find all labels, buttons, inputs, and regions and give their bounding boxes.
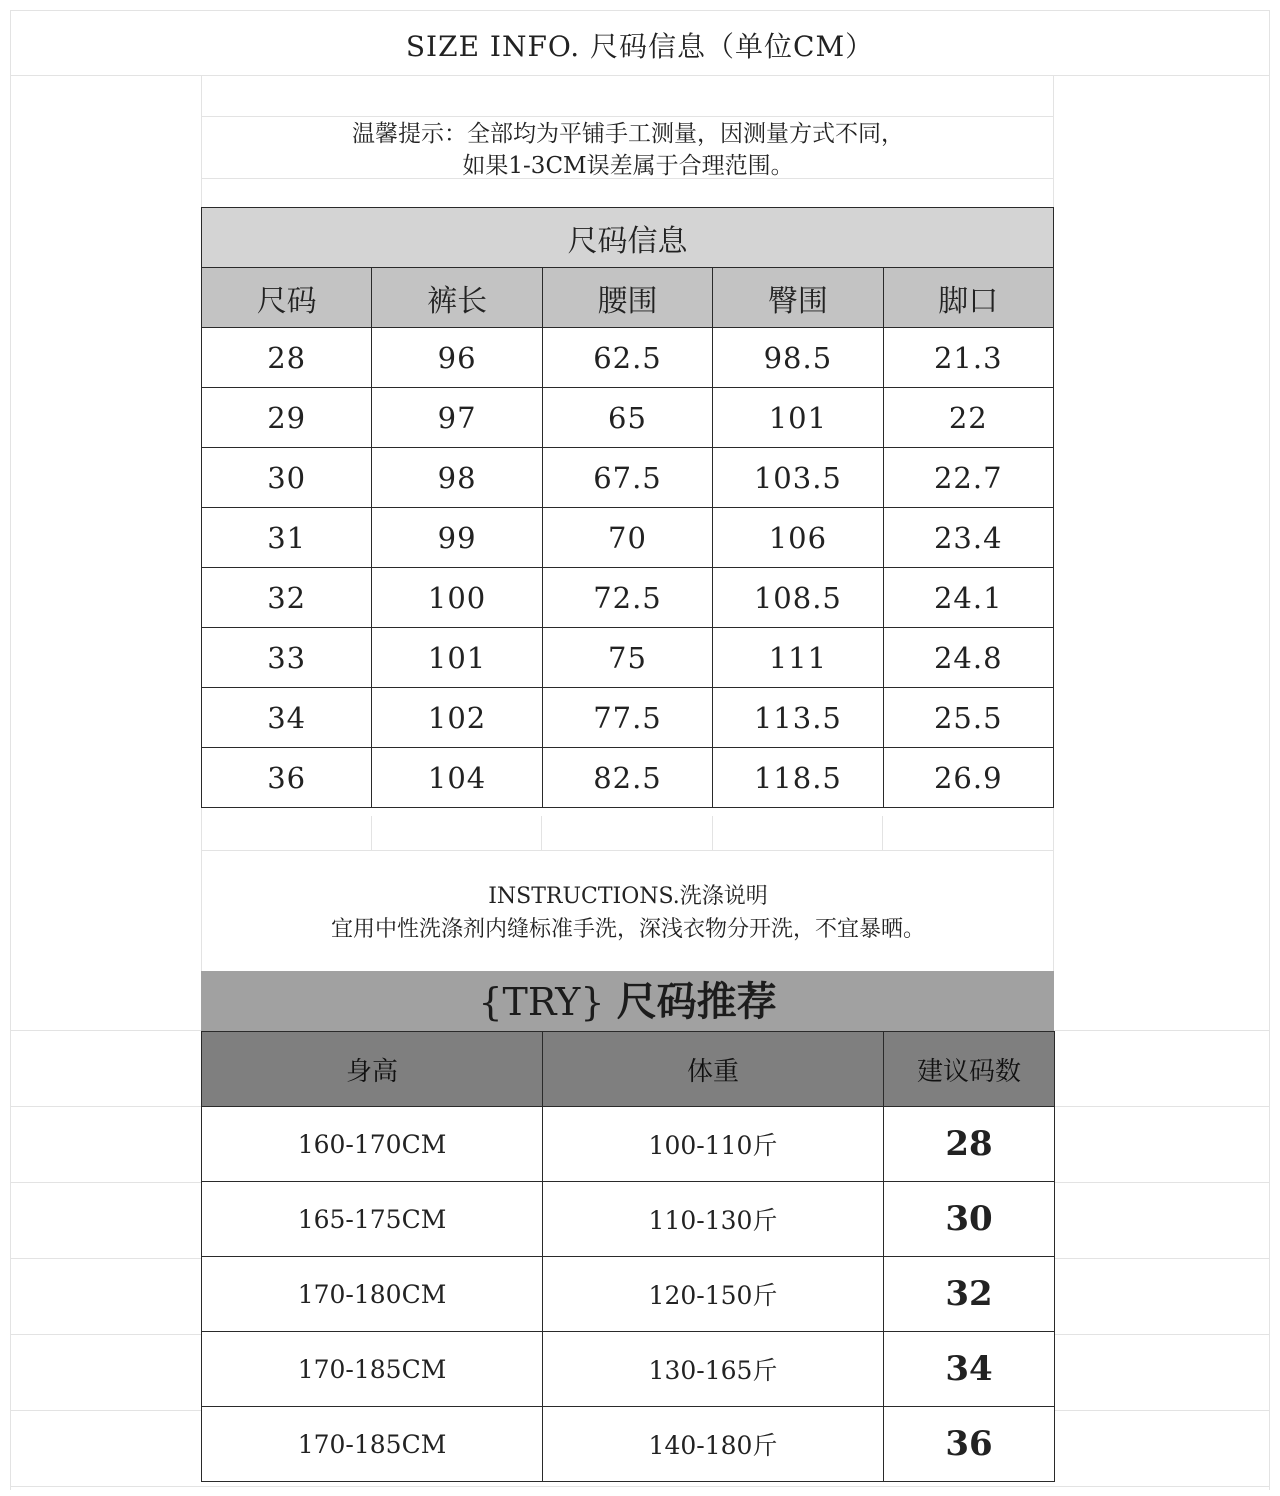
grid-line [10, 1486, 1270, 1487]
page-title: SIZE INFO. 尺码信息（单位CM） [405, 30, 875, 63]
grid-line [882, 816, 883, 850]
table-row [202, 448, 1054, 508]
table-cell: 97 [372, 388, 542, 448]
table-cell: 170-185CM [202, 1407, 543, 1482]
table-cell: 108.5 [713, 568, 883, 628]
suggested-size-cell: 34 [884, 1332, 1055, 1407]
table-cell: 100-110斤 [543, 1107, 884, 1182]
banner-title: 尺码推荐 [616, 978, 777, 1025]
size-recommend-table [201, 1031, 1055, 1482]
table-cell: 33 [202, 628, 372, 688]
banner-prefix: {TRY} [478, 980, 605, 1024]
table-cell: 65 [542, 388, 712, 448]
table-cell: 24.1 [883, 568, 1053, 628]
grid-line [201, 116, 1053, 117]
table-cell: 77.5 [542, 688, 712, 748]
table-cell: 62.5 [542, 328, 712, 388]
instructions-text: 宜用中性洗涤剂内缝标准手洗，深浅衣物分开洗，不宜暴晒。 [330, 917, 925, 942]
table-cell: 102 [372, 688, 542, 748]
table-cell: 25.5 [883, 688, 1053, 748]
header-size: 尺码 [202, 268, 372, 328]
table-cell: 21.3 [883, 328, 1053, 388]
table-cell: 140-180斤 [543, 1407, 884, 1482]
table-row [202, 508, 1054, 568]
size-table-caption: 尺码信息 [202, 208, 1054, 268]
grid-line [712, 816, 713, 850]
table-cell: 113.5 [713, 688, 883, 748]
table-cell: 34 [202, 688, 372, 748]
header-height: 身高 [202, 1032, 543, 1107]
table-cell: 30 [202, 448, 372, 508]
table-row [202, 328, 1054, 388]
size-recommend-banner [201, 971, 1054, 1031]
table-cell: 99 [372, 508, 542, 568]
table-cell: 67.5 [542, 448, 712, 508]
suggested-size-cell: 36 [884, 1407, 1055, 1482]
recommend-header-row [202, 1032, 1055, 1107]
grid-line [201, 850, 1053, 851]
grid-line [1269, 10, 1270, 1490]
table-row [202, 568, 1054, 628]
table-cell: 29 [202, 388, 372, 448]
measurement-tip [202, 118, 1054, 182]
table-cell: 72.5 [542, 568, 712, 628]
header-suggested-size: 建议码数 [884, 1032, 1055, 1107]
header-weight: 体重 [543, 1032, 884, 1107]
tip-line-2: 如果1-3CM误差属于合理范围。 [462, 153, 794, 179]
table-cell: 101 [372, 628, 542, 688]
table-cell: 36 [202, 748, 372, 808]
grid-line [541, 816, 542, 850]
suggested-size-cell: 28 [884, 1107, 1055, 1182]
header-hip: 臀围 [713, 268, 883, 328]
header-leg-opening: 脚口 [883, 268, 1053, 328]
table-cell: 75 [542, 628, 712, 688]
header-length: 裤长 [372, 268, 542, 328]
washing-instructions [202, 880, 1054, 946]
header-waist: 腰围 [542, 268, 712, 328]
grid-line [10, 75, 1270, 76]
size-table-header-row [202, 268, 1054, 328]
instructions-title: INSTRUCTIONS.洗涤说明 [488, 884, 768, 909]
table-row [202, 688, 1054, 748]
tip-line-1: 温馨提示：全部均为平铺手工测量，因测量方式不同， [352, 121, 904, 147]
table-cell: 103.5 [713, 448, 883, 508]
table-row [202, 748, 1054, 808]
table-row [202, 1107, 1055, 1182]
table-cell: 32 [202, 568, 372, 628]
grid-line [10, 10, 11, 1490]
table-cell: 22.7 [883, 448, 1053, 508]
table-cell: 111 [713, 628, 883, 688]
size-info-table [201, 207, 1054, 808]
table-cell: 120-150斤 [543, 1257, 884, 1332]
table-cell: 96 [372, 328, 542, 388]
table-row [202, 1332, 1055, 1407]
table-cell: 165-175CM [202, 1182, 543, 1257]
table-cell: 100 [372, 568, 542, 628]
table-cell: 28 [202, 328, 372, 388]
table-row [202, 388, 1054, 448]
suggested-size-cell: 32 [884, 1257, 1055, 1332]
table-cell: 22 [883, 388, 1053, 448]
table-cell: 170-180CM [202, 1257, 543, 1332]
table-cell: 82.5 [542, 748, 712, 808]
grid-line [371, 816, 372, 850]
table-cell: 110-130斤 [543, 1182, 884, 1257]
suggested-size-cell: 30 [884, 1182, 1055, 1257]
table-cell: 70 [542, 508, 712, 568]
table-row [202, 1407, 1055, 1482]
table-cell: 24.8 [883, 628, 1053, 688]
table-cell: 101 [713, 388, 883, 448]
grid-line [10, 10, 1270, 11]
table-cell: 104 [372, 748, 542, 808]
table-row [202, 628, 1054, 688]
table-cell: 160-170CM [202, 1107, 543, 1182]
table-cell: 98.5 [713, 328, 883, 388]
table-cell: 31 [202, 508, 372, 568]
table-cell: 118.5 [713, 748, 883, 808]
table-cell: 130-165斤 [543, 1332, 884, 1407]
table-cell: 170-185CM [202, 1332, 543, 1407]
table-cell: 23.4 [883, 508, 1053, 568]
table-row [202, 1257, 1055, 1332]
table-cell: 98 [372, 448, 542, 508]
table-cell: 26.9 [883, 748, 1053, 808]
table-cell: 106 [713, 508, 883, 568]
table-row [202, 1182, 1055, 1257]
